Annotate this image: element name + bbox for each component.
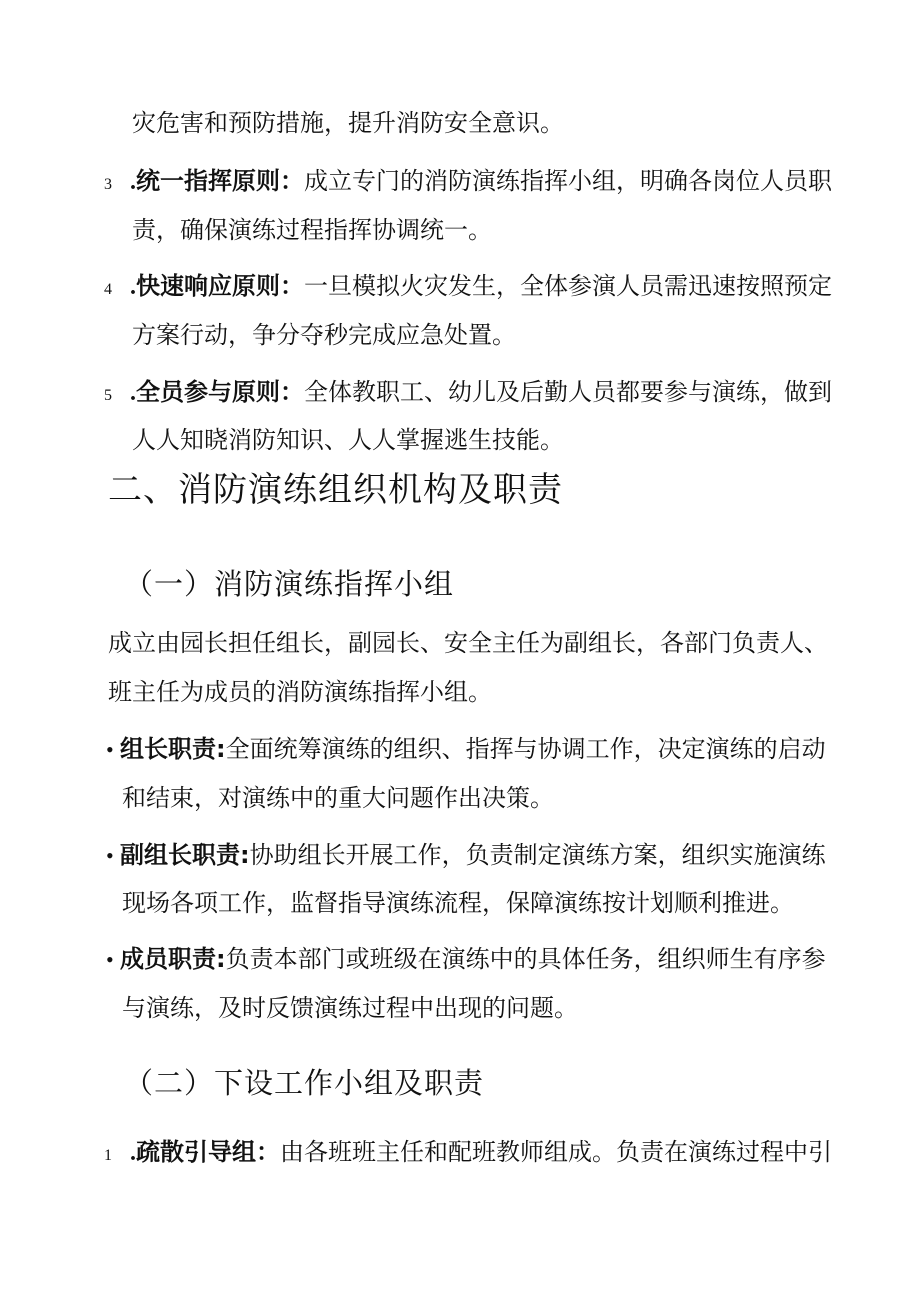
duty-member-text-1: 负责本部门或班级在演练中的具体任务，组织师生有序参 <box>225 945 826 973</box>
duty-leader-text-2: 和结束，对演练中的重大问题作出决策。 <box>122 784 554 812</box>
principle-4-line-1 <box>104 270 832 306</box>
principle-3-text-1: 成立专门的消防演练指挥小组，明确各岗位人员职 <box>304 167 832 195</box>
principle-4-label: 快速响应原则： <box>136 272 304 300</box>
principle-5-number: 5 <box>104 387 112 404</box>
group-1-dot: . <box>130 1140 136 1166</box>
principle-3-line-1 <box>104 165 832 201</box>
duty-deputy-text-2: 现场各项工作，监督指导演练流程，保障演练按计划顺利推进。 <box>122 889 794 917</box>
intro-tail-line: 灾危害和预防措施，提升消防安全意识。 <box>132 109 564 137</box>
duty-leader-label: 组长职责: <box>120 735 226 763</box>
duty-member-text-2: 与演练，及时反馈演练过程中出现的问题。 <box>122 994 578 1022</box>
group-1-number: 1 <box>104 1147 112 1164</box>
subsection-1-para-line-1: 成立由园长担任组长，副园长、安全主任为副组长，各部门负责人、 <box>108 629 828 657</box>
duty-member-line-1 <box>106 943 826 976</box>
principle-5-label: 全员参与原则： <box>136 378 304 406</box>
principle-5-text-1: 全体教职工、幼儿及后勤人员都要参与演练，做到 <box>304 378 832 406</box>
duty-deputy-label: 副组长职责: <box>120 841 250 869</box>
duty-member-label: 成员职责: <box>120 945 226 973</box>
principle-4-number: 4 <box>104 281 112 298</box>
duty-leader-line-1 <box>106 733 826 766</box>
principle-5-dot: . <box>130 380 136 406</box>
duty-leader-text-1: 全面统筹演练的组织、指挥与协调工作，决定演练的启动 <box>225 735 826 763</box>
principle-3-number: 3 <box>104 176 112 193</box>
subsection-1-para-line-2: 班主任为成员的消防演练指挥小组。 <box>108 678 492 706</box>
bullet-icon: • <box>106 947 114 972</box>
principle-3-label: 统一指挥原则： <box>136 167 304 195</box>
duty-deputy-text-1: 协助组长开展工作，负责制定演练方案，组织实施演练 <box>249 841 826 869</box>
group-evacuation-text-1: 由各班班主任和配班教师组成。负责在演练过程中引 <box>280 1138 832 1166</box>
subsection-1-heading: （一）消防演练指挥小组 <box>124 567 455 601</box>
principle-3-text-2: 责，确保演练过程指挥协调统一。 <box>132 216 492 244</box>
bullet-icon: • <box>106 737 114 762</box>
bullet-icon: • <box>106 843 114 868</box>
group-evacuation-label: 疏散引导组： <box>136 1138 280 1166</box>
principle-5-text-2: 人人知晓消防知识、人人掌握逃生技能。 <box>132 426 564 454</box>
principle-4-dot: . <box>130 274 136 300</box>
section-2-heading: 二、消防演练组织机构及职责 <box>108 470 563 510</box>
subsection-2-heading: （二）下设工作小组及职责 <box>124 1066 485 1100</box>
group-evacuation-line-1 <box>104 1136 832 1172</box>
principle-3-dot: . <box>130 169 136 195</box>
duty-deputy-line-1 <box>106 839 826 872</box>
principle-4-text-2: 方案行动，争分夺秒完成应急处置。 <box>132 321 516 349</box>
principle-4-text-1: 一旦模拟火灾发生，全体参演人员需迅速按照预定 <box>304 272 832 300</box>
principle-5-line-1 <box>104 376 832 412</box>
